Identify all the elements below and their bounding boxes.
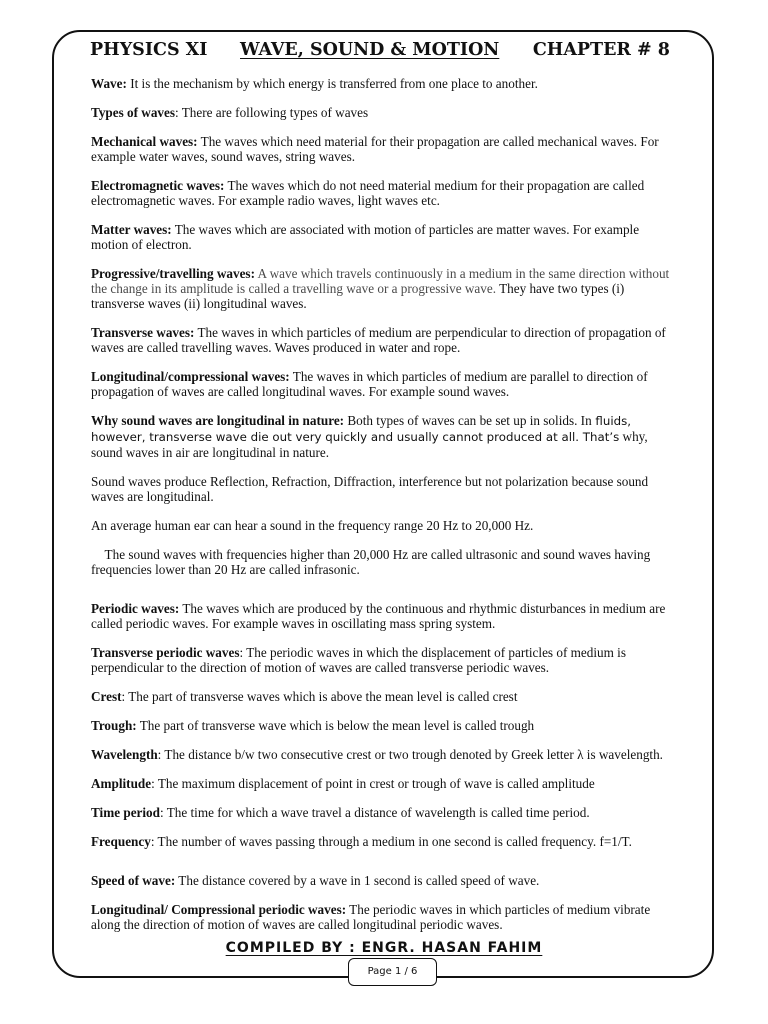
ultrasonic-infrasonic: The sound waves with frequencies higher than 20,000 Hz are called ultrasonic and sound waves having frequencies lower than 20 Hz are called infrasonic. bbox=[91, 547, 637, 577]
definition-progressive-waves: Progressive/travelling waves: A wave which travels continuously in a medium in the same direction without the change in its amplitude is called a travelling wave or a progressive wave. They have two types (i) transverse waves (ii) longitudinal waves. bbox=[91, 266, 670, 311]
definition-transverse-periodic-waves: Transverse periodic waves: The periodic waves in which the displacement of particles of medium is perpendicular to the direction of motion of waves are called transverse periodic waves. bbox=[91, 645, 626, 675]
page-header bbox=[90, 40, 670, 68]
hearing-range: An average human ear can hear a sound in the frequency range 20 Hz to 20,000 Hz. bbox=[91, 518, 534, 533]
definition-crest: Crest: The part of transverse waves which is above the mean level is called crest bbox=[91, 689, 518, 704]
types-of-waves: Types of waves: There are following types of waves bbox=[91, 105, 369, 120]
definition-frequency: Frequency: The number of waves passing through a medium in one second is called frequency. f=1/T. bbox=[91, 834, 632, 849]
definition-matter-waves: Matter waves: The waves which are associated with motion of particles are matter waves. For example motion of electron. bbox=[91, 222, 640, 252]
sound-wave-properties: Sound waves produce Reflection, Refraction, Diffraction, interference but not polarization because sound waves are longitudinal. bbox=[91, 474, 649, 504]
definition-longitudinal-periodic-waves: Longitudinal/ Compressional periodic waves: The periodic waves in which particles of medium vibrate along the direction of motion of waves are called longitudinal periodic waves. bbox=[91, 902, 651, 932]
why-sound-longitudinal: Why sound waves are longitudinal in nature: Both types of waves can be set up in solids. In fluids, however, transverse wave die out very quickly and usually cannot produced at all. That’s why, sound waves in air are longitudinal in nature. bbox=[91, 413, 648, 460]
definition-transverse-waves: Transverse waves: The waves in which particles of medium are perpendicular to direction of propagation of waves are called travelling waves. Waves produced in water and rope. bbox=[91, 325, 666, 355]
chapter-title: WAVE, SOUND & MOTION bbox=[240, 40, 500, 60]
compiled-by: COMPILED BY : ENGR. HASAN FAHIM bbox=[225, 940, 543, 956]
page-number: Page 1 / 6 bbox=[348, 958, 437, 986]
definition-speed-of-wave: Speed of wave: The distance covered by a wave in 1 second is called speed of wave. bbox=[91, 873, 540, 888]
definition-trough: Trough: The part of transverse wave which is below the mean level is called trough bbox=[91, 718, 535, 733]
definition-longitudinal-waves: Longitudinal/compressional waves: The waves in which particles of medium are parallel to direction of propagation of waves are called longitudinal waves. For example sound waves. bbox=[91, 369, 648, 399]
definition-wave: Wave: It is the mechanism by which energy is transferred from one place to another. bbox=[91, 76, 538, 91]
definition-wavelength: Wavelength: The distance b/w two consecutive crest or two trough denoted by Greek letter λ is wavelength. bbox=[91, 747, 663, 762]
chapter-number: CHAPTER # 8 bbox=[532, 40, 670, 60]
definition-periodic-waves: Periodic waves: The waves which are produced by the continuous and rhythmic disturbances in medium are called periodic waves. For example waves in oscillating mass spring system. bbox=[91, 601, 666, 631]
notes-body bbox=[91, 76, 676, 946]
subject-label: PHYSICS XI bbox=[90, 40, 208, 60]
definition-electromagnetic-waves: Electromagnetic waves: The waves which do not need material medium for their propagation are called electromagnetic waves. For example radio waves, light waves etc. bbox=[91, 178, 645, 208]
definition-mechanical-waves: Mechanical waves: The waves which need material for their propagation are called mechanical waves. For example water waves, sound waves, string waves. bbox=[91, 134, 659, 164]
definition-time-period: Time period: The time for which a wave travel a distance of wavelength is called time period. bbox=[91, 805, 590, 820]
definition-amplitude: Amplitude: The maximum displacement of point in crest or trough of wave is called amplitude bbox=[91, 776, 595, 791]
